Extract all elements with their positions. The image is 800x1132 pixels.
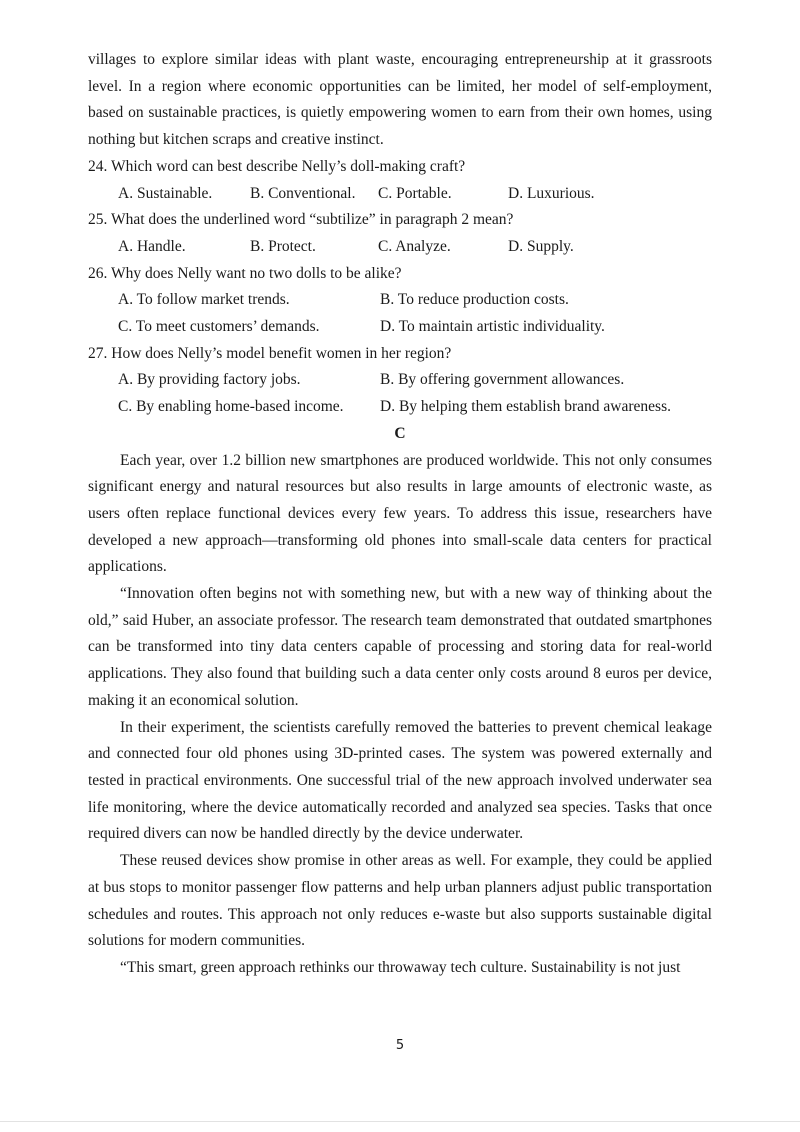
question-stem: 25. What does the underlined word “subtilize” in paragraph 2 mean? [88,211,514,229]
option-a: A. To follow market trends. [118,291,290,309]
question-25 [88,207,712,260]
option-b: B. Protect. [250,237,316,255]
passage-paragraph: These reused devices show promise in other areas as well. For example, they could be applied at bus stops to monitor passenger flow patterns and help urban planners adjust public transportation schedules and routes. This approach not only reduces e-waste but also supports sustainable digital solutions for modern communities. [88,852,712,950]
option-c: C. Portable. [378,184,452,202]
option-a: A. Sustainable. [118,184,213,202]
option-c: C. By enabling home-based income. [118,398,344,416]
option-d: D. By helping them establish brand awareness. [380,398,671,416]
option-b: B. Conventional. [250,184,356,202]
option-a: A. By providing factory jobs. [118,371,301,389]
question-26 [88,261,712,341]
question-stem: 24. Which word can best describe Nelly’s doll-making craft? [88,157,466,175]
options-row [88,394,712,421]
page-content [88,47,712,982]
intro-paragraph: villages to explore similar ideas with plant waste, encouraging entrepreneurship at it grassroots level. In a region where economic opportunities can be limited, her model of self-employment, based on sustainable practices, is quietly empowering women to earn from their own homes, using nothing but kitchen scraps and creative instinct. [88,51,712,149]
option-a: A. Handle. [118,237,186,255]
option-d: D. Luxurious. [508,184,595,202]
question-27 [88,341,712,421]
option-d: D. Supply. [508,237,574,255]
options-row [88,367,712,394]
section-heading: C [394,424,406,442]
page-number: 5 [395,1038,405,1053]
options-row [88,234,712,261]
passage-paragraph: In their experiment, the scientists carefully removed the batteries to prevent chemical leakage and connected four old phones using 3D-printed cases. The system was powered externally and tested in practical environments. One successful trial of the new approach involved underwater sea life monitoring, where the device automatically recorded and analyzed sea species. Tasks that once required divers can now be handled directly by the device underwater. [88,718,712,843]
options-row [88,287,712,314]
option-b: B. To reduce production costs. [380,291,569,309]
options-row [88,181,712,208]
passage-paragraph: “This smart, green approach rethinks our throwaway tech culture. Sustainability is not just [120,958,681,976]
option-d: D. To maintain artistic individuality. [380,318,605,336]
option-c: C. Analyze. [378,237,451,255]
passage-paragraph: “Innovation often begins not with something new, but with a new way of thinking about the old,” said Huber, an associate professor. The research team demonstrated that outdated smartphones can be transformed into tiny data centers capable of processing and storing data for real-world applications. They also found that building such a data center only costs around 8 euros per device, making it an economical solution. [88,585,712,709]
passage-paragraph: Each year, over 1.2 billion new smartphones are produced worldwide. This not only consumes significant energy and natural resources but also results in large amounts of electronic waste, as users often replace functional devices every few years. To address this issue, researchers have developed a new approach—transforming old phones into small-scale data centers for practical applications. [88,451,712,576]
page-bottom-rule [0,1121,800,1122]
question-24 [88,154,712,207]
question-stem: 26. Why does Nelly want no two dolls to be alike? [88,264,402,282]
options-row [88,314,712,341]
option-c: C. To meet customers’ demands. [118,318,320,336]
question-stem: 27. How does Nelly’s model benefit women in her region? [88,344,452,362]
option-b: B. By offering government allowances. [380,371,625,389]
